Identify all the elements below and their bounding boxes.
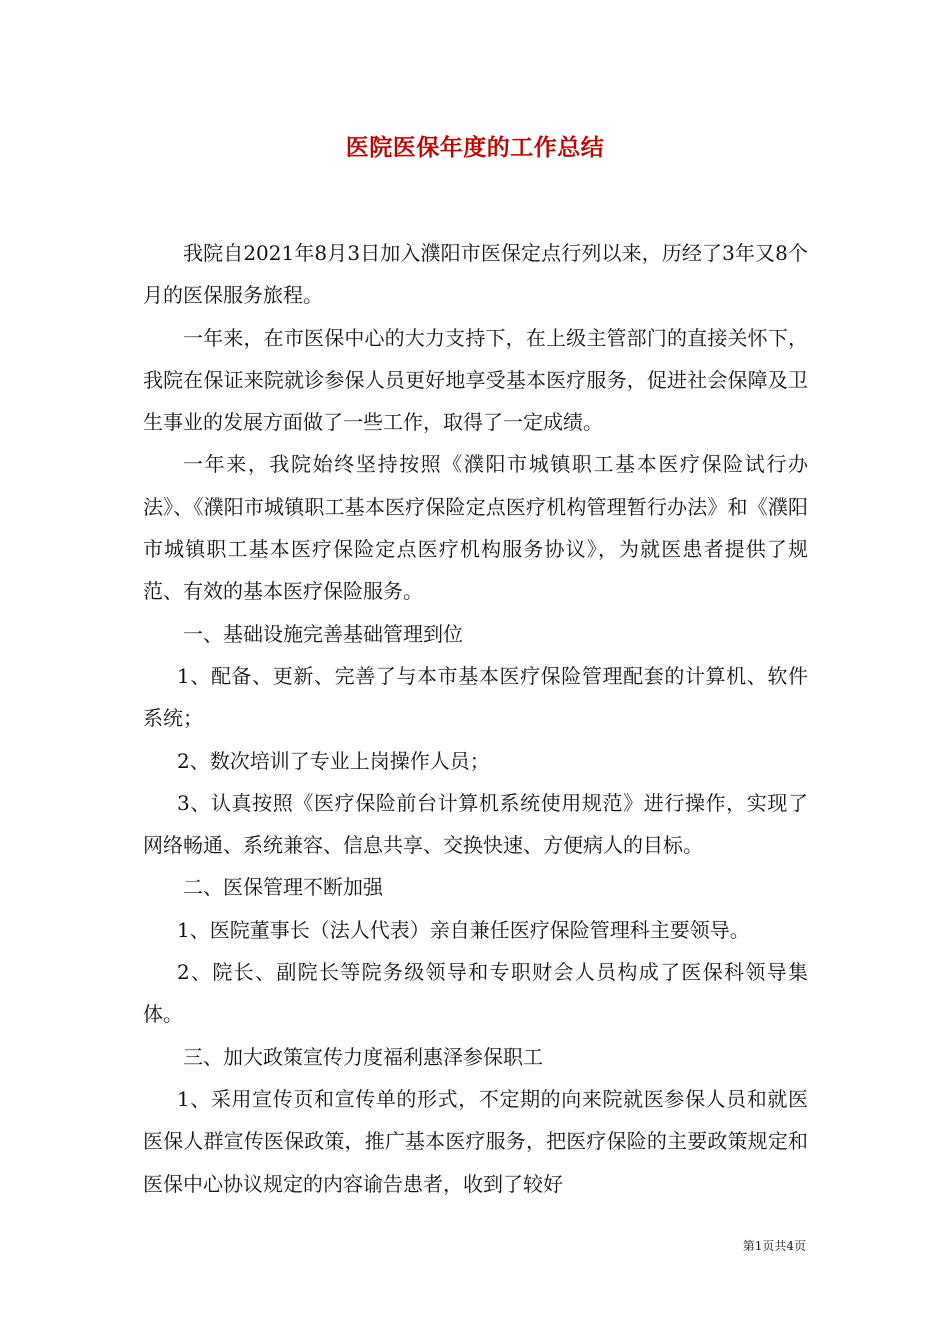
paragraph-regulations: 一年来，我院始终坚持按照《濮阳市城镇职工基本医疗保险试行办法》、《濮阳市城镇职工基本医疗保险定点医疗机构管理暂行办法》和《濮阳市城镇职工基本医疗保险定点医疗机构服务协议》，为就医患者提供了规范、有效的基本医疗保险服务。 bbox=[143, 452, 808, 604]
section-heading-2: 二、医保管理不断加强 bbox=[183, 875, 383, 900]
list-item: 1、医院董事长（法人代表）亲自兼任医疗保险管理科主要领导。 bbox=[177, 917, 750, 942]
list-item: 2、数次培训了专业上岗操作人员； bbox=[177, 748, 490, 773]
section-heading-1: 一、基础设施完善基础管理到位 bbox=[183, 621, 463, 646]
paragraph-support: 一年来，在市医保中心的大力支持下，在上级主管部门的直接关怀下，我院在保证来院就诊参保人员更好地享受基本医疗服务，促进社会保障及卫生事业的发展方面做了一些工作，取得了一定成绩。 bbox=[143, 325, 808, 435]
document-body bbox=[143, 232, 808, 1205]
list-item: 1、采用宣传页和宣传单的形式，不定期的向来院就医参保人员和就医医保人群宣传医保政策，推广基本医疗服务，把医疗保险的主要政策规定和医保中心协议规定的内容谕告患者，收到了较好 bbox=[143, 1086, 808, 1196]
list-item: 3、认真按照《医疗保险前台计算机系统使用规范》进行操作，实现了网络畅通、系统兼容、信息共享、交换快速、方便病人的目标。 bbox=[143, 790, 808, 858]
list-item: 2、院长、副院长等院务级领导和专职财会人员构成了医保科领导集体。 bbox=[143, 960, 808, 1027]
paragraph-intro: 我院自2021年8月3日加入濮阳市医保定点行列以来，历经了3年又8个月的医保服务旅程。 bbox=[143, 241, 808, 308]
page-number: 第1页共4页 bbox=[742, 1239, 806, 1253]
list-item: 1、配备、更新、完善了与本市基本医疗保险管理配套的计算机、软件系统； bbox=[143, 663, 808, 731]
document-title: 医院医保年度的工作总结 bbox=[345, 134, 605, 161]
section-heading-3: 三、加大政策宣传力度福利惠泽参保职工 bbox=[183, 1044, 543, 1069]
